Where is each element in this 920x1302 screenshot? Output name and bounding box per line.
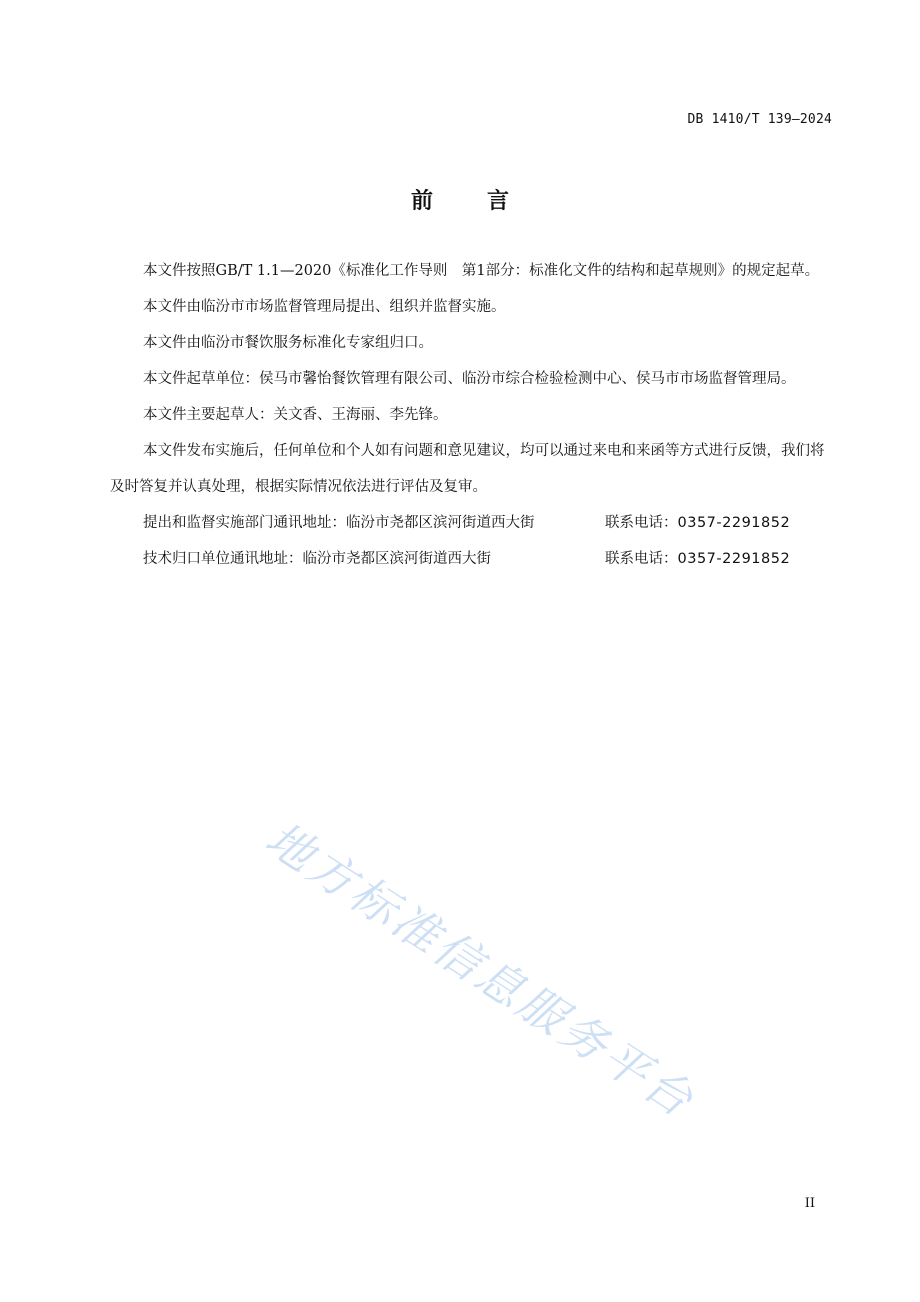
paragraph-proposer: 本文件由临汾市市场监督管理局提出、组织并监督实施。 <box>143 299 506 315</box>
paragraph-feedback: 本文件发布实施后，任何单位和个人如有问题和意见建议，均可以通过来电和来函等方式进行反馈，我们将及时答复并认真处理，根据实际情况依法进行评估及复审。 <box>110 443 825 495</box>
title-char-1: 前 <box>410 189 433 214</box>
paragraph-drafting-units: 本文件起草单位：侯马市馨怡餐饮管理有限公司、临汾市综合检验检测中心、侯马市市场监督管理局。 <box>143 371 796 387</box>
foreword-body <box>110 259 832 583</box>
page-title <box>0 184 920 215</box>
paragraph-drafters: 本文件主要起草人：关文香、王海丽、李先锋。 <box>143 407 448 423</box>
contact-phone-number: 0357-2291852 <box>677 551 791 567</box>
contact-phone-label: 联系电话： <box>605 551 678 567</box>
contact-phone-number: 0357-2291852 <box>677 515 791 531</box>
contact-phone-label: 联系电话： <box>605 515 678 531</box>
contact-address: 技术归口单位通讯地址：临汾市尧都区滨河街道西大街 <box>143 551 491 567</box>
contact-address: 提出和监督实施部门通讯地址：临汾市尧都区滨河街道西大街 <box>143 515 535 531</box>
contact-row-technical-unit <box>110 547 832 571</box>
title-char-2: 言 <box>487 189 510 214</box>
contact-row-supervising-dept <box>110 511 832 535</box>
paragraph-centralized-unit: 本文件由临汾市餐饮服务标准化专家组归口。 <box>143 335 433 351</box>
document-code: DB 1410/T 139—2024 <box>687 112 832 127</box>
watermark: 地方标准信息服务平台 <box>256 811 706 1129</box>
paragraph-drafting-basis: 本文件按照GB/T 1.1—2020《标准化工作导则 第1部分：标准化文件的结构和起草规则》的规定起草。 <box>143 263 820 279</box>
page-number: II <box>804 1196 815 1211</box>
